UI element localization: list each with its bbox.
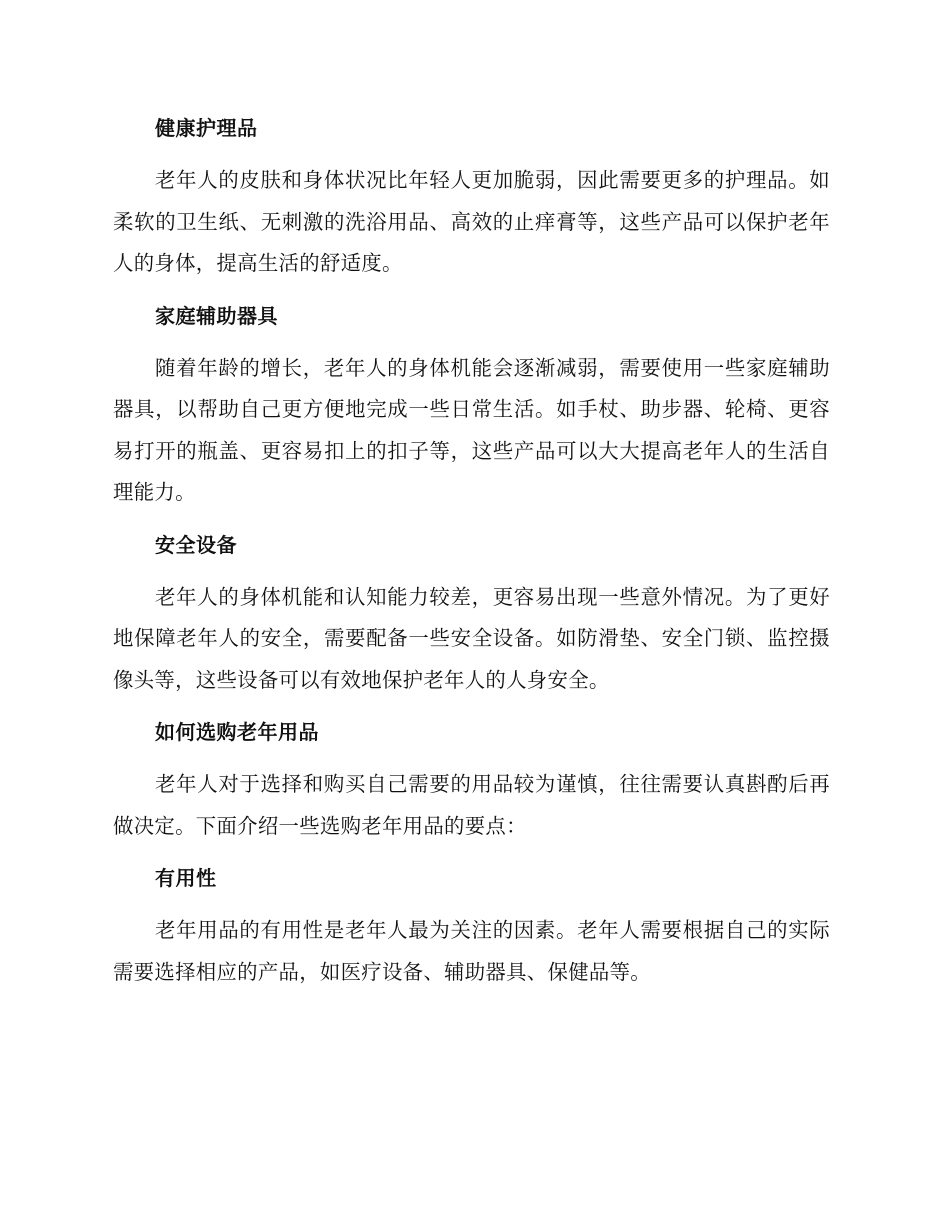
section-paragraph: 老年人的皮肤和身体状况比年轻人更加脆弱，因此需要更多的护理品。如柔软的卫生纸、无刺激的洗浴用品、高效的止痒膏等，这些产品可以保护老年人的身体，提高生活的舒适度。	[113, 168, 830, 275]
section-paragraph: 老年人的身体机能和认知能力较差，更容易出现一些意外情况。为了更好地保障老年人的安全，需要配备一些安全设备。如防滑垫、安全门锁、监控摄像头等，这些设备可以有效地保护老年人的人身安全。	[113, 584, 830, 692]
section-usefulness	[113, 858, 830, 993]
section-heading: 如何选购老年用品	[155, 720, 319, 744]
section-paragraph: 老年人对于选择和购买自己需要的用品较为谨慎，往往需要认真斟酌后再做决定。下面介绍一些选购老年用品的要点：	[113, 772, 830, 838]
section-health-care	[113, 108, 830, 285]
document-body	[113, 108, 830, 1004]
section-home-aids	[113, 296, 830, 514]
section-safety-equipment	[113, 525, 830, 702]
section-heading: 健康护理品	[155, 116, 258, 140]
section-how-to-buy	[113, 712, 830, 847]
section-heading: 有用性	[155, 866, 217, 890]
section-heading: 安全设备	[155, 532, 237, 557]
section-heading: 家庭辅助器具	[155, 303, 278, 328]
section-paragraph: 随着年龄的增长，老年人的身体机能会逐渐减弱，需要使用一些家庭辅助器具，以帮助自己更方便地完成一些日常生活。如手杖、助步器、轮椅、更容易打开的瓶盖、更容易扣上的扣子等，这些产品可以大大提高老年人的生活自理能力。	[113, 355, 830, 504]
section-paragraph: 老年用品的有用性是老年人最为关注的因素。老年人需要根据自己的实际需要选择相应的产品，如医疗设备、辅助器具、保健品等。	[113, 918, 830, 984]
